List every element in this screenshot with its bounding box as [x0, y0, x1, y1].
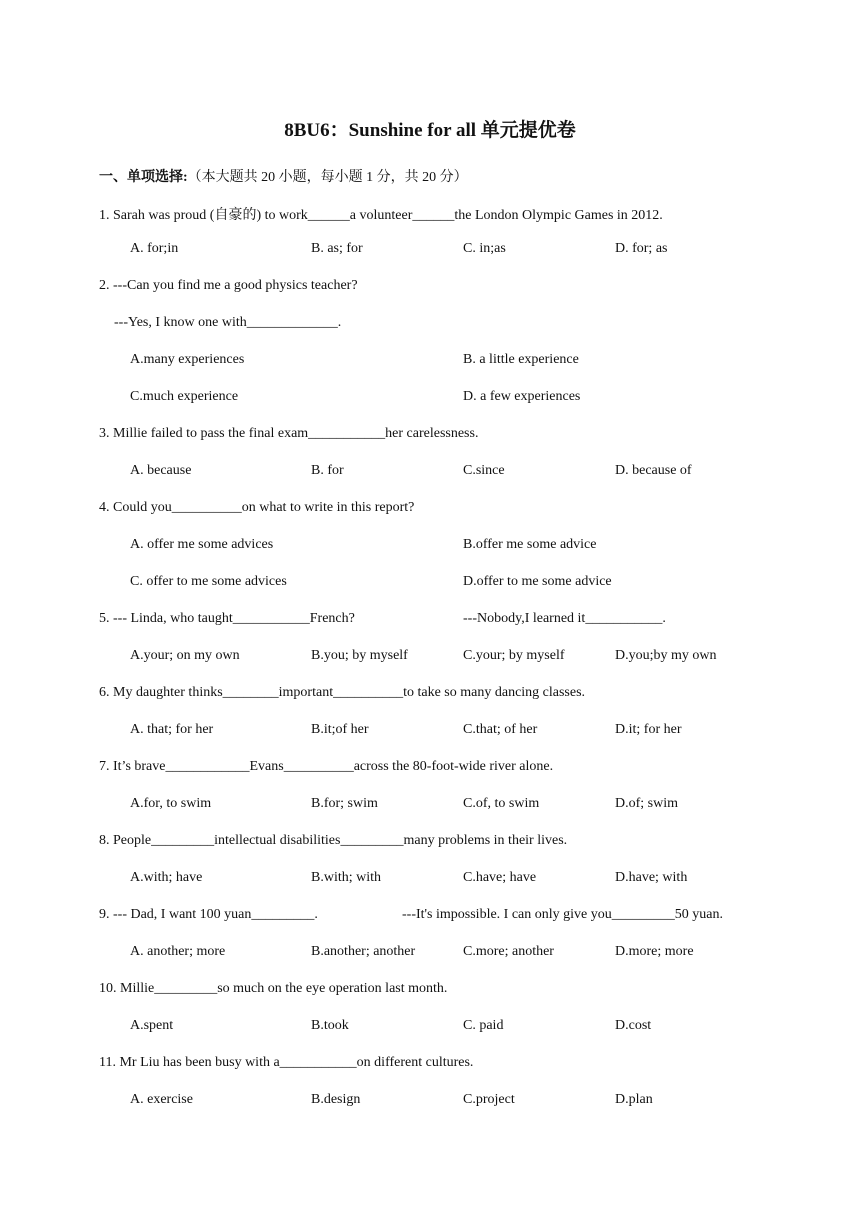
option-9a: A. another; more: [130, 944, 226, 959]
option-11d: D.plan: [615, 1092, 653, 1107]
option-7d: D.of; swim: [615, 796, 678, 811]
option-4c: C. offer to me some advices: [130, 574, 287, 589]
option-1b: B. as; for: [311, 241, 363, 256]
section-heading: [99, 166, 468, 186]
option-10c: C. paid: [463, 1018, 504, 1033]
option-10d: D.cost: [615, 1018, 652, 1033]
option-8c: C.have; have: [463, 870, 537, 885]
question-stem-9-reply: ---It's impossible. I can only give you_________50 yuan.: [402, 907, 723, 922]
option-1c: C. in;as: [463, 241, 506, 256]
option-5b: B.you; by myself: [311, 648, 408, 663]
option-4a: A. offer me some advices: [130, 537, 274, 552]
option-3c: C.since: [463, 463, 505, 478]
option-5a: A.your; on my own: [130, 648, 240, 663]
question-stem-8: 8. People_________intellectual disabilities_________many problems in their lives.: [99, 833, 568, 848]
question-stem-2: 2. ---Can you find me a good physics teacher?: [99, 278, 358, 293]
option-11a: A. exercise: [130, 1092, 193, 1107]
question-stem-7: 7. It’s brave____________Evans__________across the 80-foot-wide river alone.: [99, 759, 554, 774]
option-6d: D.it; for her: [615, 722, 682, 737]
question-stem-10: 10. Millie_________so much on the eye operation last month.: [99, 981, 448, 996]
option-6c: C.that; of her: [463, 722, 538, 737]
option-7b: B.for; swim: [311, 796, 378, 811]
option-2b: B. a little experience: [463, 352, 579, 367]
option-5c: C.your; by myself: [463, 648, 565, 663]
option-2c: C.much experience: [130, 389, 239, 404]
option-3b: B. for: [311, 463, 344, 478]
section-note: （本大题共 20 小题，每小题 1 分，共 20 分）: [187, 170, 468, 185]
option-9c: C.more; another: [463, 944, 554, 959]
question-stem-5-reply: ---Nobody,I learned it___________.: [463, 611, 666, 626]
question-stem-9: 9. --- Dad, I want 100 yuan_________.: [99, 907, 318, 922]
option-8a: A.with; have: [130, 870, 203, 885]
question-stem-5: 5. --- Linda, who taught___________French?: [99, 611, 355, 626]
page-title: 8BU6：Sunshine for all 单元提优卷: [284, 120, 576, 141]
option-10a: A.spent: [130, 1018, 174, 1033]
question-stem-4: 4. Could you__________on what to write in this report?: [99, 500, 415, 515]
option-6a: A. that; for her: [130, 722, 214, 737]
option-11b: B.design: [311, 1092, 361, 1107]
option-4d: D.offer to me some advice: [463, 574, 612, 589]
option-2a: A.many experiences: [130, 352, 245, 367]
option-4b: B.offer me some advice: [463, 537, 597, 552]
question-stem-6: 6. My daughter thinks________important__________to take so many dancing classes.: [99, 685, 586, 700]
section-label: 一、单项选择:: [99, 170, 188, 185]
option-2d: D. a few experiences: [463, 389, 581, 404]
option-6b: B.it;of her: [311, 722, 369, 737]
option-11c: C.project: [463, 1092, 515, 1107]
option-9d: D.more; more: [615, 944, 694, 959]
option-7a: A.for, to swim: [130, 796, 212, 811]
option-5d: D.you;by my own: [615, 648, 717, 663]
option-7c: C.of, to swim: [463, 796, 540, 811]
option-10b: B.took: [311, 1018, 349, 1033]
question-stem-3: 3. Millie failed to pass the final exam___________her carelessness.: [99, 426, 479, 441]
option-1a: A. for;in: [130, 241, 179, 256]
option-1d: D. for; as: [615, 241, 668, 256]
question-stem-11: 11. Mr Liu has been busy with a___________on different cultures.: [99, 1055, 474, 1070]
question-stem-1: 1. Sarah was proud (自豪的) to work______a volunteer______the London Olympic Games in 2012.: [99, 208, 663, 223]
option-8b: B.with; with: [311, 870, 382, 885]
option-9b: B.another; another: [311, 944, 416, 959]
question-stem-2-reply: ---Yes, I know one with_____________.: [114, 315, 342, 330]
option-8d: D.have; with: [615, 870, 688, 885]
option-3d: D. because of: [615, 463, 692, 478]
option-3a: A. because: [130, 463, 192, 478]
